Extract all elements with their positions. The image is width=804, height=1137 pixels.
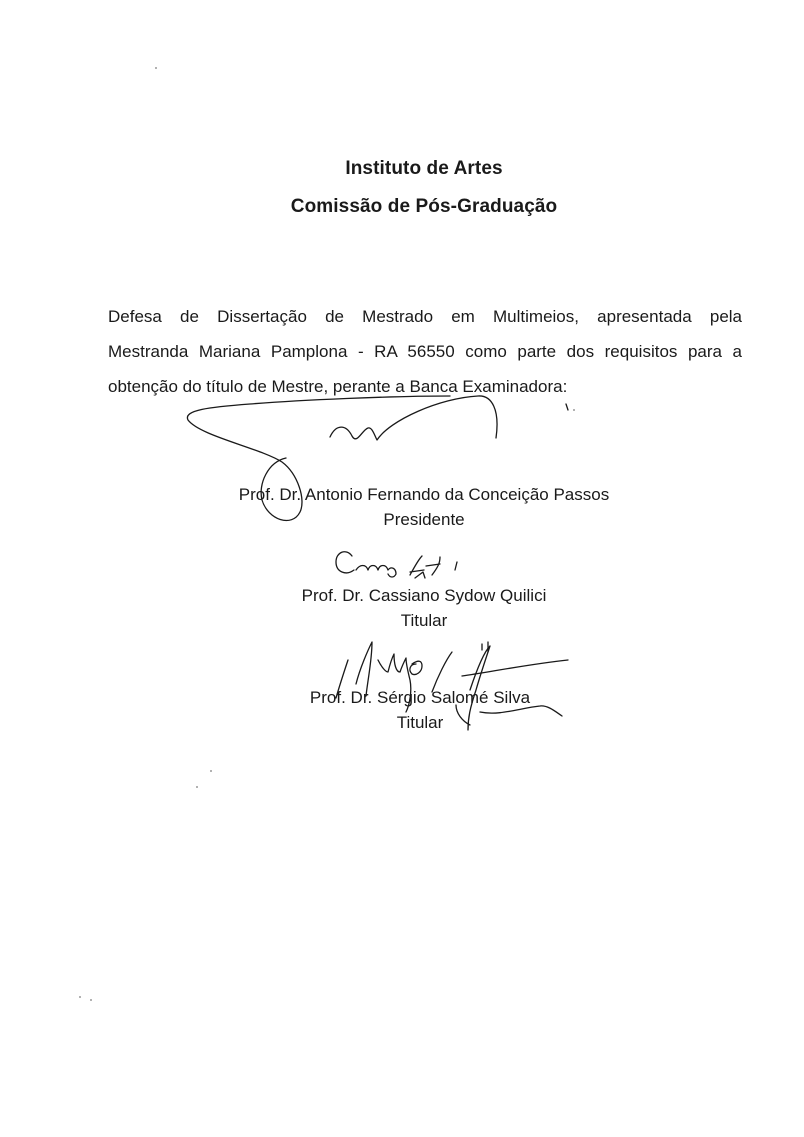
scan-speck: [155, 67, 157, 69]
examiner-name: Prof. Dr. Cassiano Sydow Quilici: [301, 586, 547, 605]
examiner-name: Prof. Dr. Antonio Fernando da Conceição Passos: [238, 485, 610, 504]
scan-speck: [79, 996, 81, 998]
examiner-titular-1: [22, 583, 804, 633]
paragraph-line-2: Mestranda Mariana Pamplona - RA 56550 como parte dos requisitos para a: [108, 342, 742, 361]
scan-speck: [210, 770, 212, 772]
scan-speck: [573, 409, 575, 411]
examiner-role: Presidente: [383, 510, 465, 529]
commission-title: Comissão de Pós-Graduação: [290, 196, 558, 217]
examiner-role: Titular: [400, 611, 448, 630]
examiner-titular-2: [18, 685, 804, 735]
examiner-role: Titular: [396, 713, 444, 732]
defense-paragraph: [108, 299, 742, 404]
institute-title: Instituto de Artes: [345, 158, 503, 179]
paragraph-line-1: Defesa de Dissertação de Mestrado em Multimeios, apresentada pela: [108, 307, 742, 326]
examiner-president: [22, 482, 804, 532]
signature-quilici: [336, 552, 457, 578]
paragraph-line-3: obtenção do título de Mestre, perante a Banca Examinadora:: [108, 377, 568, 396]
examiner-name: Prof. Dr. Sérgio Salomé Silva: [309, 688, 531, 707]
scan-speck: [196, 786, 198, 788]
scan-speck: [90, 999, 92, 1001]
